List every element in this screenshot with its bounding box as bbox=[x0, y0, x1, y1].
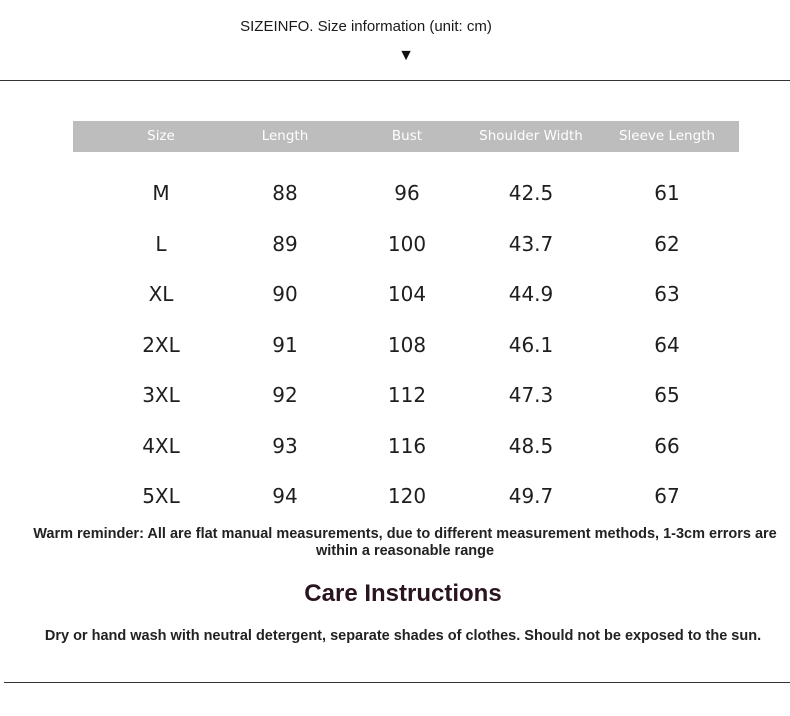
cell-bust: 100 bbox=[387, 231, 427, 256]
column-header-length: Length bbox=[261, 128, 309, 144]
cell-size: 2XL bbox=[142, 332, 180, 357]
size-info-title: SIZEINFO. Size information (unit: cm) bbox=[240, 18, 492, 35]
cell-length: 90 bbox=[272, 282, 298, 306]
cell-shoulder-width: 48.5 bbox=[508, 433, 554, 458]
cell-length: 89 bbox=[272, 231, 298, 256]
cell-length: 91 bbox=[272, 332, 298, 357]
cell-bust: 96 bbox=[394, 181, 420, 205]
down-arrow-icon: ▼ bbox=[398, 47, 414, 64]
cell-sleeve-length: 64 bbox=[654, 332, 680, 357]
cell-length: 94 bbox=[272, 484, 298, 508]
cell-sleeve-length: 63 bbox=[654, 282, 680, 306]
cell-size: 3XL bbox=[142, 383, 180, 407]
table-row bbox=[73, 320, 739, 371]
care-instructions-title: Care Instructions bbox=[304, 580, 502, 607]
cell-shoulder-width: 43.7 bbox=[508, 231, 554, 256]
cell-bust: 120 bbox=[387, 484, 427, 508]
cell-shoulder-width: 49.7 bbox=[508, 484, 554, 508]
cell-sleeve-length: 61 bbox=[654, 181, 680, 205]
cell-bust: 104 bbox=[387, 282, 427, 306]
cell-sleeve-length: 65 bbox=[654, 383, 680, 407]
cell-size: M bbox=[152, 181, 170, 205]
measurement-reminder: Warm reminder: All are flat manual measurements, due to different measurement methods, 1-3cm errors are within a reasonable range bbox=[33, 526, 777, 559]
column-header-shoulder-width: Shoulder Width bbox=[479, 128, 583, 144]
cell-sleeve-length: 66 bbox=[654, 433, 680, 458]
cell-bust: 116 bbox=[387, 433, 427, 458]
cell-size: L bbox=[155, 231, 167, 256]
cell-bust: 112 bbox=[387, 383, 427, 407]
cell-length: 88 bbox=[272, 181, 298, 205]
column-header-bust: Bust bbox=[391, 128, 423, 144]
cell-bust: 108 bbox=[387, 332, 427, 357]
cell-shoulder-width: 42.5 bbox=[508, 181, 554, 205]
table-row bbox=[73, 471, 739, 522]
top-divider bbox=[0, 80, 790, 81]
size-table-header bbox=[73, 121, 739, 152]
table-row bbox=[73, 370, 739, 421]
table-row bbox=[73, 168, 739, 219]
cell-size: 5XL bbox=[142, 484, 180, 508]
cell-size: 4XL bbox=[142, 433, 180, 458]
cell-sleeve-length: 62 bbox=[654, 231, 680, 256]
cell-size: XL bbox=[148, 282, 174, 306]
table-row bbox=[73, 219, 739, 270]
size-table-body bbox=[73, 168, 739, 522]
cell-length: 92 bbox=[272, 383, 298, 407]
column-header-size: Size bbox=[147, 128, 175, 144]
column-header-sleeve-length: Sleeve Length bbox=[618, 128, 716, 144]
care-instructions-text: Dry or hand wash with neutral detergent, separate shades of clothes. Should not be exposed to the sun. bbox=[44, 628, 762, 644]
cell-shoulder-width: 44.9 bbox=[508, 282, 554, 306]
cell-shoulder-width: 47.3 bbox=[508, 383, 554, 407]
bottom-divider bbox=[4, 682, 790, 683]
cell-length: 93 bbox=[272, 433, 298, 458]
cell-sleeve-length: 67 bbox=[654, 484, 680, 508]
table-row bbox=[73, 269, 739, 320]
table-row bbox=[73, 421, 739, 472]
cell-shoulder-width: 46.1 bbox=[508, 332, 554, 357]
